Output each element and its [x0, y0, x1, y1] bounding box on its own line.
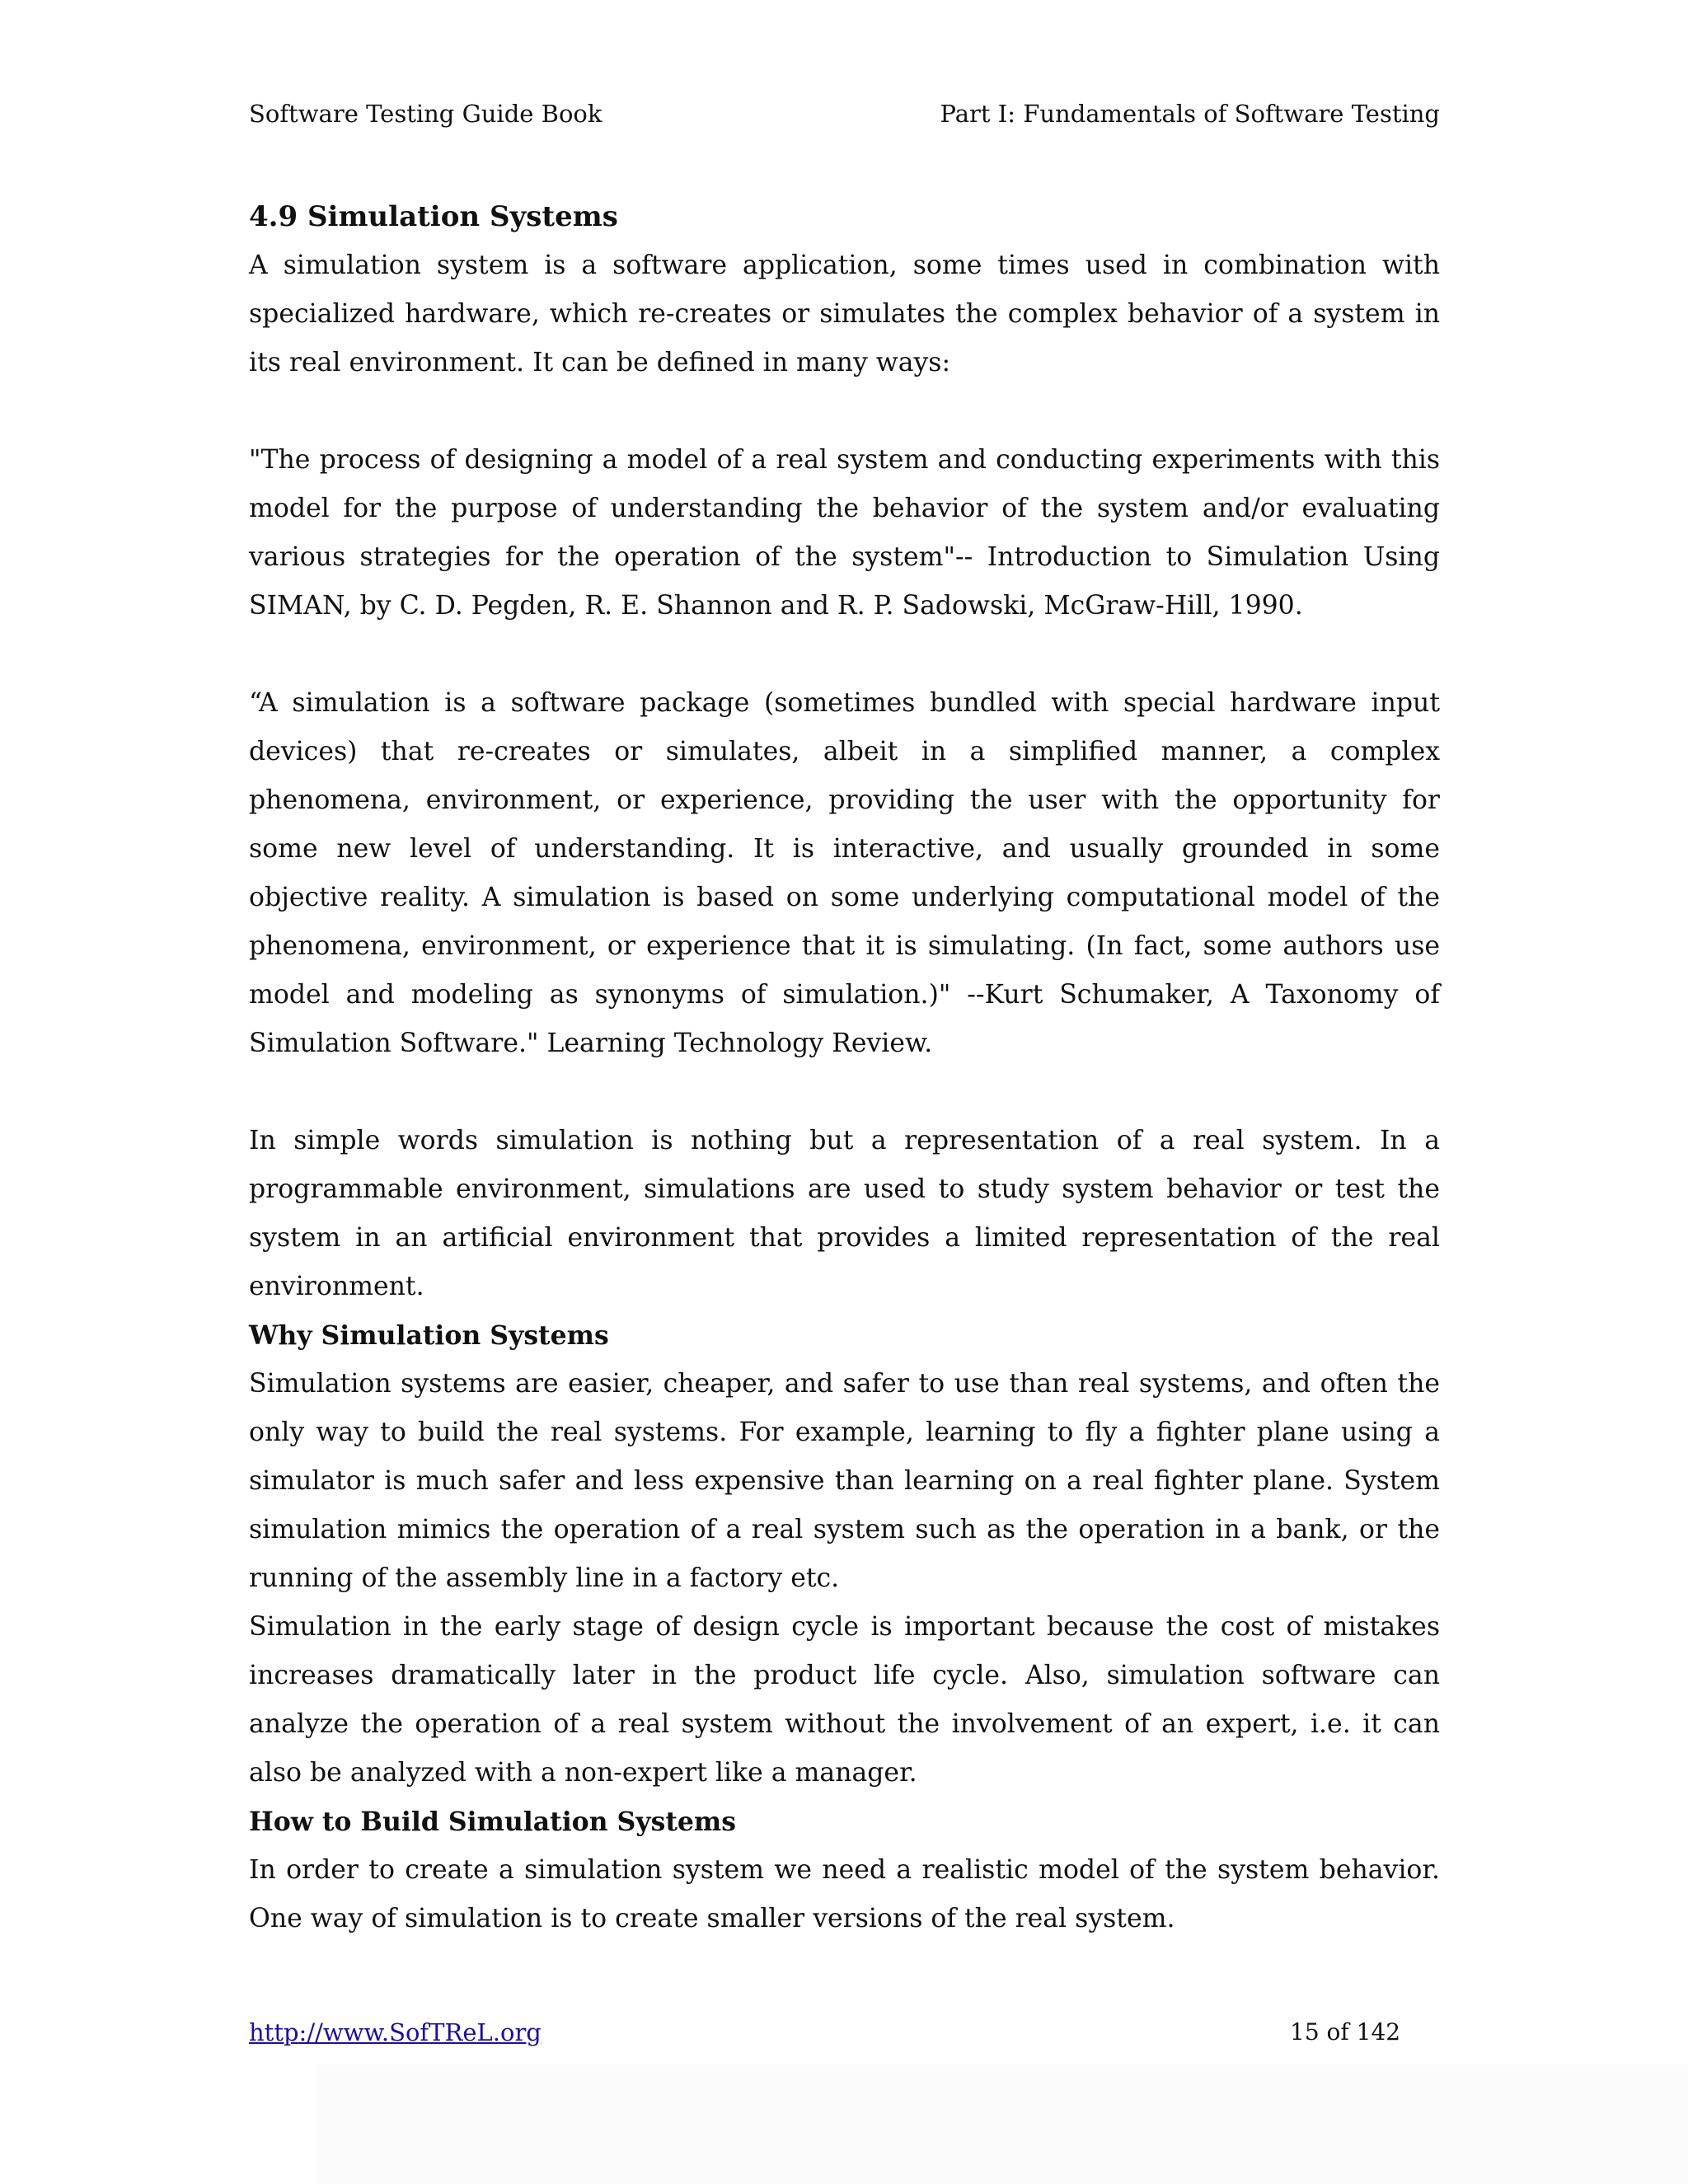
- section-title: 4.9 Simulation Systems: [249, 200, 618, 233]
- paragraph-spacer: [249, 387, 1440, 436]
- paragraph-spacer: [249, 630, 1440, 679]
- simple-words-paragraph: In simple words simulation is nothing but a representation of a real system. In a programmable environment, simulations are used to study system behavior or test the system in an artificial environment that provides a limited representation of the real environment.: [249, 1126, 1440, 1301]
- footer-website-link[interactable]: http://www.SofTReL.org: [249, 2018, 542, 2046]
- why-simulation-heading: Why Simulation Systems: [249, 1320, 609, 1351]
- how-to-build-paragraph: In order to create a simulation system we need a realistic model of the system behavior. One way of simulation is to create smaller versions of the real system.: [249, 1855, 1440, 1933]
- how-to-build-heading: How to Build Simulation Systems: [249, 1807, 736, 1837]
- definition-quote-schumaker: “A simulation is a software package (sometimes bundled with special hardware input devices) that re-creates or simulates, albeit in a simplified manner, a complex phenomena, environment, or experience, providing the user with the opportunity for some new level of understanding. It is interactive, and usually grounded in some objective reality. A simulation is based on some underlying computational model of the phenomena, environment, or experience that it is simulating. (In fact, some authors use model and modeling as synonyms of simulation.)" --Kurt Schumaker, A Taxonomy of Simulation Software." Learning Technology Review.: [249, 688, 1440, 1058]
- intro-paragraph: A simulation system is a software application, some times used in combination with specialized hardware, which re-creates or simulates the complex behavior of a system in its real environment. It can be defined in many ways:: [249, 251, 1440, 377]
- paragraph-spacer: [249, 1068, 1440, 1117]
- page-number: 15 of 142: [1290, 2018, 1401, 2046]
- definition-quote-pegden: "The process of designing a model of a real system and conducting experiments with this model for the purpose of understanding the behavior of the system and/or evaluating various strategies for the operation of the system"-- Introduction to Simulation Using SIMAN, by C. D. Pegden, R. E. Shannon and R. P. Sadowski, McGraw-Hill, 1990.: [249, 445, 1440, 621]
- why-simulation-paragraph-1: Simulation systems are easier, cheaper, and safer to use than real systems, and often the only way to build the real systems. For example, learning to fly a fighter plane using a simulator is much safer and less expensive than learning on a real fighter plane. System simulation mimics the operation of a real system such as the operation in a bank, or the running of the assembly line in a factory etc.: [249, 1369, 1440, 1593]
- page-bottom-shade: [317, 2064, 1688, 2184]
- running-header-book-title: Software Testing Guide Book: [249, 100, 603, 128]
- running-header-part-title: Part I: Fundamentals of Software Testing: [940, 100, 1440, 128]
- page-body: [249, 198, 1440, 1943]
- why-simulation-paragraph-2: Simulation in the early stage of design cycle is important because the cost of mistakes increases dramatically later in the product life cycle. Also, simulation software can analyze the operation of a real system without the involvement of an expert, i.e. it can also be analyzed with a non-expert like a manager.: [249, 1612, 1440, 1788]
